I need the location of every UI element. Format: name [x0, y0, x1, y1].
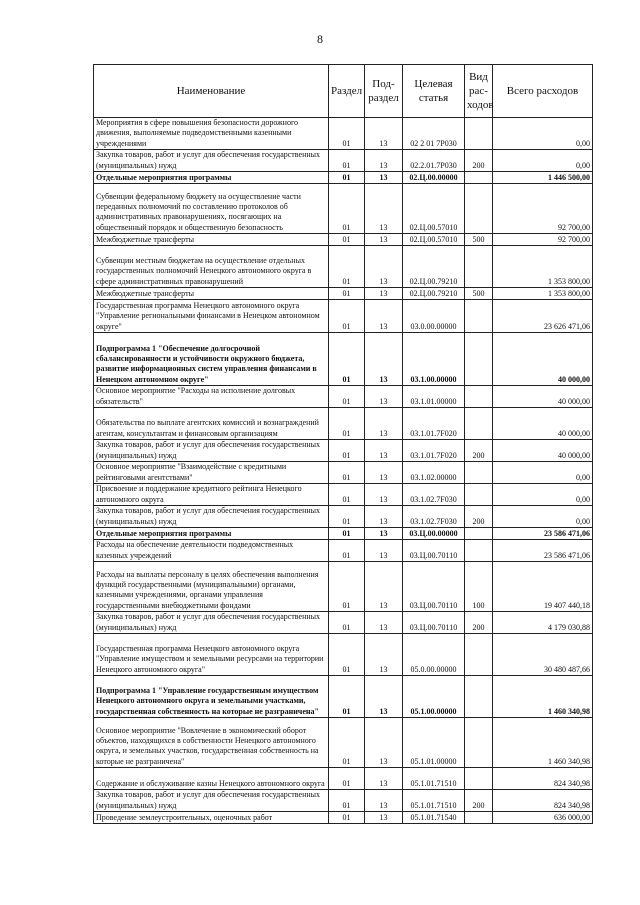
cell-name: Содержание и обслуживание казны Ненецкого автономного округа	[94, 768, 329, 790]
cell-name: Закупка товаров, работ и услуг для обеспечения государственных (муниципальных) нужд	[94, 790, 329, 812]
cell-name: Субвенции местным бюджетам на осуществление отдельных государственных полномочий Ненецкого автономного округа в сфере административных правонарушений	[94, 246, 329, 288]
cell-section: 01	[329, 300, 365, 333]
cell-target: 02.Ц.00.79210	[403, 246, 465, 288]
cell-name: Закупка товаров, работ и услуг для обеспечения государственных (муниципальных) нужд	[94, 150, 329, 172]
table-row	[94, 462, 593, 484]
cell-section: 01	[329, 440, 365, 462]
cell-subsection: 13	[365, 333, 403, 386]
cell-kind	[465, 172, 493, 184]
cell-subsection: 13	[365, 562, 403, 612]
cell-total: 1 460 340,98	[493, 718, 593, 768]
cell-kind	[465, 300, 493, 333]
cell-target: 03.0.00.00000	[403, 300, 465, 333]
cell-name: Обязательства по выплате агентских комиссий и вознаграждений агентам, консультантам и финансовым организациям	[94, 408, 329, 440]
cell-name: Государственная программа Ненецкого автономного округа "Управление региональными финансами в Ненецком автономном округе"	[94, 300, 329, 333]
cell-kind	[465, 246, 493, 288]
table-row	[94, 172, 593, 184]
cell-section: 01	[329, 386, 365, 408]
cell-target: 02.Ц.00.57010	[403, 234, 465, 246]
cell-section: 01	[329, 634, 365, 676]
cell-total: 1 353 800,00	[493, 288, 593, 300]
cell-total: 30 480 487,66	[493, 634, 593, 676]
cell-name: Основное мероприятие "Расходы на исполнение долговых обязательств"	[94, 386, 329, 408]
cell-kind: 200	[465, 612, 493, 634]
cell-section: 01	[329, 768, 365, 790]
cell-subsection: 13	[365, 246, 403, 288]
cell-section: 01	[329, 612, 365, 634]
cell-kind	[465, 462, 493, 484]
cell-section: 01	[329, 333, 365, 386]
cell-total: 0,00	[493, 150, 593, 172]
table-row	[94, 386, 593, 408]
cell-kind	[465, 386, 493, 408]
table-row	[94, 768, 593, 790]
cell-section: 01	[329, 562, 365, 612]
cell-section: 01	[329, 540, 365, 562]
cell-target: 03.1.02.7F030	[403, 506, 465, 528]
cell-name: Субвенции федеральному бюджету на осуществление части переданных полномочий по составлению протоколов об административных правонарушениях, посягающих на общественный порядок и общественную безопасность	[94, 184, 329, 234]
cell-subsection: 13	[365, 462, 403, 484]
cell-section: 01	[329, 506, 365, 528]
cell-total: 1 353 800,00	[493, 246, 593, 288]
cell-kind: 100	[465, 562, 493, 612]
cell-name: Присвоение и поддержание кредитного рейтинга Ненецкого автономного округа	[94, 484, 329, 506]
cell-subsection: 13	[365, 172, 403, 184]
cell-target: 03.1.02.7F030	[403, 484, 465, 506]
cell-subsection: 13	[365, 300, 403, 333]
cell-kind	[465, 540, 493, 562]
cell-section: 01	[329, 528, 365, 540]
table-row	[94, 150, 593, 172]
cell-section: 01	[329, 790, 365, 812]
cell-section: 01	[329, 118, 365, 150]
cell-target: 05.1.01.71540	[403, 812, 465, 824]
cell-subsection: 13	[365, 768, 403, 790]
cell-section: 01	[329, 718, 365, 768]
cell-section: 01	[329, 812, 365, 824]
cell-subsection: 13	[365, 790, 403, 812]
cell-target: 03.Ц.00.70110	[403, 562, 465, 612]
table-row	[94, 562, 593, 612]
table-row	[94, 408, 593, 440]
cell-total: 0,00	[493, 506, 593, 528]
cell-subsection: 13	[365, 408, 403, 440]
cell-kind	[465, 634, 493, 676]
table-row	[94, 540, 593, 562]
cell-kind: 200	[465, 790, 493, 812]
table-row	[94, 440, 593, 462]
cell-subsection: 13	[365, 386, 403, 408]
cell-kind	[465, 408, 493, 440]
cell-name: Мероприятия в сфере повышения безопасности дорожного движения, выполняемые подведомственными казенными учреждениями	[94, 118, 329, 150]
cell-kind: 500	[465, 234, 493, 246]
cell-target: 02 2 01 7Р030	[403, 118, 465, 150]
cell-kind: 200	[465, 150, 493, 172]
page-number: 8	[317, 32, 323, 46]
cell-name: Отдельные мероприятия программы	[94, 528, 329, 540]
cell-name: Основное мероприятие "Вовлечение в экономический оборот объектов, находящихся в собственности Ненецкого автономного округа, и земельных участков, государственная собственность на которые не разграничена"	[94, 718, 329, 768]
cell-subsection: 13	[365, 812, 403, 824]
cell-kind	[465, 676, 493, 718]
cell-target: 03.1.01.7F020	[403, 440, 465, 462]
cell-total: 824 340,98	[493, 768, 593, 790]
cell-total: 0,00	[493, 118, 593, 150]
cell-kind: 200	[465, 506, 493, 528]
cell-target: 03.1.01.00000	[403, 386, 465, 408]
cell-target: 03.1.02.00000	[403, 462, 465, 484]
cell-subsection: 13	[365, 506, 403, 528]
table-row	[94, 790, 593, 812]
cell-total: 19 407 440,18	[493, 562, 593, 612]
cell-target: 03.1.00.00000	[403, 333, 465, 386]
cell-total: 23 626 471,06	[493, 300, 593, 333]
cell-section: 01	[329, 462, 365, 484]
table-row	[94, 528, 593, 540]
cell-name: Государственная программа Ненецкого автономного округа "Управление имуществом и земельными ресурсами на территории Ненецкого автономного округа"	[94, 634, 329, 676]
cell-subsection: 13	[365, 150, 403, 172]
cell-subsection: 13	[365, 184, 403, 234]
cell-subsection: 13	[365, 718, 403, 768]
cell-total: 0,00	[493, 484, 593, 506]
cell-target: 05.1.01.71510	[403, 790, 465, 812]
cell-section: 01	[329, 184, 365, 234]
header-section: Раздел	[329, 65, 365, 118]
cell-section: 01	[329, 288, 365, 300]
table-row	[94, 246, 593, 288]
cell-kind: 500	[465, 288, 493, 300]
cell-target: 02.Ц.00.00000	[403, 172, 465, 184]
table-row	[94, 333, 593, 386]
cell-name: Расходы на обеспечение деятельности подведомственных казенных учреждений	[94, 540, 329, 562]
cell-subsection: 13	[365, 676, 403, 718]
cell-name: Основное мероприятие "Взаимодействие с кредитными рейтинговыми агентствами"	[94, 462, 329, 484]
cell-total: 40 000,00	[493, 333, 593, 386]
cell-target: 03.1.01.7F020	[403, 408, 465, 440]
table-row	[94, 300, 593, 333]
header-total: Всего расходов	[493, 65, 593, 118]
cell-target: 02.Ц.00.57010	[403, 184, 465, 234]
table-row	[94, 288, 593, 300]
table-row	[94, 484, 593, 506]
cell-name: Закупка товаров, работ и услуг для обеспечения государственных (муниципальных) нужд	[94, 612, 329, 634]
cell-section: 01	[329, 234, 365, 246]
table-row	[94, 506, 593, 528]
cell-total: 23 586 471,06	[493, 528, 593, 540]
table-header-row	[94, 65, 593, 118]
cell-total: 40 000,00	[493, 386, 593, 408]
cell-section: 01	[329, 676, 365, 718]
cell-total: 92 700,00	[493, 184, 593, 234]
header-name: Наименование	[94, 65, 329, 118]
table-row	[94, 612, 593, 634]
cell-target: 05.1.01.71510	[403, 768, 465, 790]
cell-kind	[465, 812, 493, 824]
cell-subsection: 13	[365, 634, 403, 676]
cell-section: 01	[329, 150, 365, 172]
cell-total: 4 179 030,88	[493, 612, 593, 634]
table-row	[94, 812, 593, 824]
cell-total: 1 446 500,00	[493, 172, 593, 184]
header-subsection: Под-раздел	[365, 65, 403, 118]
cell-subsection: 13	[365, 288, 403, 300]
cell-total: 1 460 340,98	[493, 676, 593, 718]
cell-target: 02.Ц.00.79210	[403, 288, 465, 300]
cell-target: 05.1.01.00000	[403, 718, 465, 768]
cell-kind	[465, 528, 493, 540]
cell-name: Подпрограмма 1 "Управление государственным имуществом Ненецкого автономного округа и земельными участками, государственная собственность на которые не разграничена"	[94, 676, 329, 718]
cell-kind	[465, 118, 493, 150]
cell-total: 23 586 471,06	[493, 540, 593, 562]
header-target: Целевая статья	[403, 65, 465, 118]
cell-name: Расходы на выплаты персоналу в целях обеспечения выполнения функций государственными (муниципальными) органами, казенными учреждениями, органами управления государственными внебюджетными фондами	[94, 562, 329, 612]
cell-section: 01	[329, 172, 365, 184]
cell-subsection: 13	[365, 612, 403, 634]
cell-name: Межбюджетные трансферты	[94, 288, 329, 300]
table-row	[94, 634, 593, 676]
cell-total: 92 700,00	[493, 234, 593, 246]
table-row	[94, 118, 593, 150]
cell-kind	[465, 333, 493, 386]
table-row	[94, 234, 593, 246]
cell-name: Отдельные мероприятия программы	[94, 172, 329, 184]
cell-target: 03.Ц.00.00000	[403, 528, 465, 540]
cell-target: 03.Ц.00.70110	[403, 612, 465, 634]
cell-total: 40 000,00	[493, 440, 593, 462]
header-kind: Вид рас-ходов	[465, 65, 493, 118]
cell-total: 0,00	[493, 462, 593, 484]
cell-section: 01	[329, 246, 365, 288]
cell-name: Закупка товаров, работ и услуг для обеспечения государственных (муниципальных) нужд	[94, 506, 329, 528]
cell-kind	[465, 718, 493, 768]
cell-kind: 200	[465, 440, 493, 462]
cell-subsection: 13	[365, 540, 403, 562]
cell-target: 02.2.01.7Р030	[403, 150, 465, 172]
cell-total: 40 000,00	[493, 408, 593, 440]
cell-section: 01	[329, 484, 365, 506]
cell-kind	[465, 768, 493, 790]
cell-name: Закупка товаров, работ и услуг для обеспечения государственных (муниципальных) нужд	[94, 440, 329, 462]
cell-subsection: 13	[365, 440, 403, 462]
cell-section: 01	[329, 408, 365, 440]
cell-target: 05.0.00.00000	[403, 634, 465, 676]
cell-target: 05.1.00.00000	[403, 676, 465, 718]
cell-kind	[465, 184, 493, 234]
cell-name: Проведение землеустроительных, оценочных работ	[94, 812, 329, 824]
table-row	[94, 718, 593, 768]
budget-table	[93, 64, 593, 824]
cell-subsection: 13	[365, 234, 403, 246]
table-row	[94, 676, 593, 718]
cell-subsection: 13	[365, 484, 403, 506]
cell-target: 03.Ц.00.70110	[403, 540, 465, 562]
cell-name: Подпрограмма 1 "Обеспечение долгосрочной сбалансированности и устойчивости окружного бюджета, развитие информационных систем управления финансами в Ненецком автономном округе"	[94, 333, 329, 386]
cell-total: 636 000,00	[493, 812, 593, 824]
table-row	[94, 184, 593, 234]
cell-kind	[465, 484, 493, 506]
cell-subsection: 13	[365, 118, 403, 150]
cell-name: Межбюджетные трансферты	[94, 234, 329, 246]
cell-subsection: 13	[365, 528, 403, 540]
cell-total: 824 340,98	[493, 790, 593, 812]
